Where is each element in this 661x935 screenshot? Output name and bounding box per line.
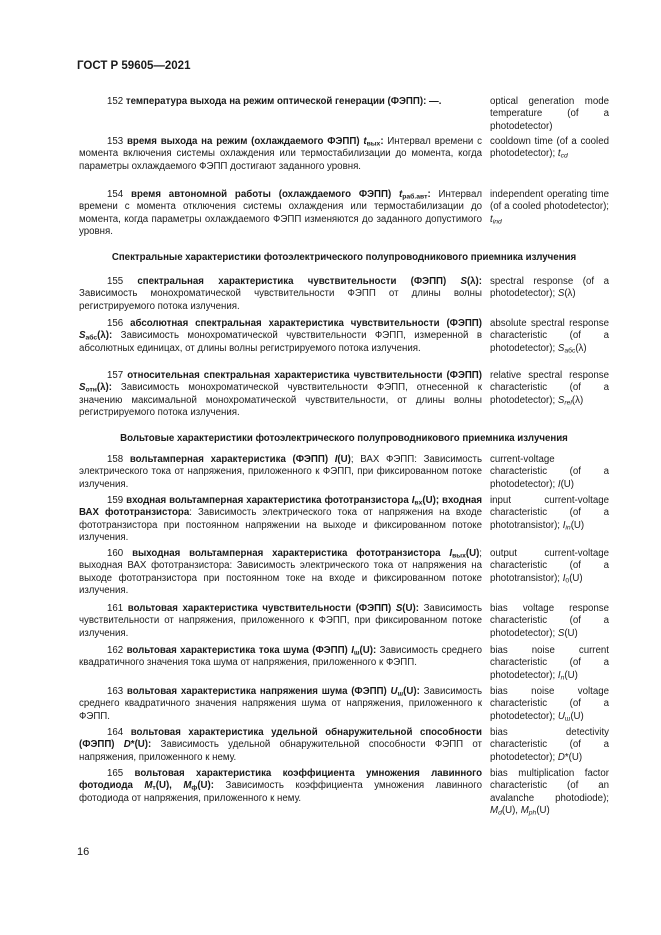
term-number: 160 [107,548,133,559]
term-161-english: bias voltage response characteristic (of a photodetector); S(U) [490,603,609,639]
term-number: 159 [107,495,127,506]
term-155 [79,276,482,313]
term-161 [79,603,482,640]
term-number: 163 [107,686,127,697]
term-title: вольтамперная характеристика (ФЭПП) I(U) [129,454,351,465]
page-number: 16 [77,846,90,858]
term-152-english: optical generation mode temperature (of a photodetector) [490,96,609,132]
term-157 [79,370,482,419]
term-definition: Зависимость удельной обнаружительной способности ФЭПП от напряжения, приложенного к нему. [79,739,482,763]
term-165-english: bias multiplication factor characteristic (of an avalanche photodiode); $M_d(U)$, $M_{ph}(U)$ [490,768,609,817]
term-152 [79,96,482,108]
term-153-english: cooldown time (of a cooled photodetector); $t_{cd}$ [490,136,609,160]
term-165 [79,768,482,805]
term-163 [79,686,482,723]
term-definition: Зависимость чувствительности от напряжения, приложенного к ФЭПП, при фиксированном потоке излучения. [79,603,483,639]
term-number: 152 [107,96,126,107]
term-title: входная вольтамперная характеристика фототранзистора $I_{вх}(U)$; входная ВАХ фототранзистора [79,495,482,519]
term-160-english: output current-voltage characteristic (of a phototransistor); $I_0(U)$ [490,548,609,585]
term-definition: Зависимость монохроматической чувствительности ФЭПП, измеренной в абсолютных единицах, от длины волны регистрируемого потока излучения. [79,330,482,354]
term-163-english: bias noise voltage characteristic (of a photodetector); $U_ш(U)$ [490,686,609,723]
term-title: выходная вольтамперная характеристика фототранзистора $I_{вых}(U)$ [132,548,480,560]
term-number: 155 [107,276,138,287]
term-number: 164 [107,727,131,738]
term-157-english: relative spectral response characteristic (of a photodetector); $S_{rel}(\lambda)$ [490,370,609,407]
term-title: вольтовая характеристика напряжения шума (ФЭПП) $U_ш(U)$: [126,686,420,698]
section-heading-spectral: Спектральные характеристики фотоэлектрического полупроводникового приемника излучения [111,252,577,263]
term-definition: : Зависимость электрического тока от напряжения, приложенного к ФЭПП, при фиксированном потоке излучения. [79,454,483,490]
term-number: 156 [107,318,131,329]
term-number: 162 [107,645,127,656]
term-162-english: bias noise current characteristic (of a photodetector); $I_n(U)$ [490,645,609,682]
term-164 [79,727,482,764]
section-heading-voltage: Вольтовые характеристики фотоэлектрического полупроводникового приемника излучения [120,433,568,444]
term-156-english: absolute spectral response characteristic (of a photodetector); $S_{абс}(\lambda)$ [490,318,609,355]
term-153 [79,136,482,173]
term-definition: Зависимость монохроматической чувствительности ФЭПП, отнесенной к значению максимальной монохроматической чувствительности, от длины волны регистрируемого потока излучения. [79,382,482,418]
term-156 [79,318,482,355]
term-number: 165 [107,768,135,779]
term-definition: Зависимость среднего квадратичного значения тока шума от напряжения, приложенного к ФЭПП. [79,645,483,669]
term-definition: Зависимость среднего квадратичного значения напряжения шума от напряжения, приложенного к ФЭПП. [79,686,483,722]
term-number: 158 [107,454,130,465]
term-159 [79,495,482,544]
term-title: вольтовая характеристика чувствительности (ФЭПП) S(U): [127,603,419,614]
term-title: время автономной работы (охлаждаемого ФЭПП) $t_{раб.авт}$: [131,189,431,201]
term-definition: Зависимость монохроматической чувствительности ФЭПП от длины волны регистрируемого потока излучения. [79,288,482,312]
term-159-english: input current-voltage characteristic (of a phototransistor); $I_{in}(U)$ [490,495,609,532]
term-title: абсолютная спектральная характеристика чувствительности (ФЭПП) $S_{абс}(\lambda)$: [79,318,482,342]
term-definition: Интервал времени с момента включения системы охлаждения или термостабилизации до момента, когда параметры охлаждаемого ФЭПП достигают заданного уровня. [79,136,482,172]
term-158-english: current-voltage characteristic (of a photodetector); I(U) [490,454,609,490]
term-title: время выхода на режим (охлаждаемого ФЭПП) $t_{вых}$: [126,136,384,148]
term-definition: Интервал времени с момента отключения системы охлаждения или термостабилизации до момента, когда параметры охлаждаемого ФЭПП изменяются до заданного допустимого уровня. [79,189,483,237]
term-title: вольтовая характеристика удельной обнаружительной способности (ФЭПП) D*(U): [79,727,482,751]
term-title: вольтовая характеристика коэффициента умножения лавинного фотодиода $M_т(U)$, $M_ф(U)$: [79,768,482,792]
term-definition: : Зависимость электрического тока от напряжения на выходе фототранзистора при постоянном токе на входе и фиксированном потоке излучения. [79,560,482,596]
term-160: 160 выходная вольтамперная характеристика фототранзистора $I_{вых}(U)$; выходная ВАХ фототранзистора: Зависимость электрического тока от напряжения на выходе фототранзистора при постоянном токе на входе и фиксированном потоке излучения. [79,548,482,596]
term-number: 161 [107,603,128,614]
term-title: вольтовая характеристика тока шума (ФЭПП) $I_ш(U)$: [126,645,377,657]
term-title: температура выхода на режим оптической генерации (ФЭПП): —. [125,96,442,107]
term-158: 158 вольтамперная характеристика (ФЭПП) I(U); ВАХ ФЭПП: Зависимость электрического тока от напряжения, приложенного к ФЭПП, при фиксированном потоке излучения. [79,454,483,490]
term-number: 157 [107,370,128,381]
term-162 [79,645,482,670]
document-header: ГОСТ Р 59605—2021 [77,60,191,72]
term-154-english: independent operating time (of a cooled photodetector); $t_{ind}$ [490,189,609,226]
term-155-english: spectral response (of a photodetector); S(λ) [490,276,609,300]
term-number: 153 [107,136,127,147]
term-164-english: bias detectivity characteristic (of a photodetector); D*(U) [490,727,609,763]
term-number: 154 [107,189,132,200]
term-definition: Зависимость коэффициента умножения лавинного фотодиода от напряжения, приложенного к нему. [79,780,482,804]
term-154 [79,189,482,238]
term-title: спектральная характеристика чувствительности (ФЭПП) S(λ): [137,276,483,287]
term-title: относительная спектральная характеристика чувствительности (ФЭПП) $S_{отн}(\lambda)$: [79,370,482,394]
term-definition: : Зависимость электрического тока от напряжения на входе фототранзистора при постоянном напряжении на выходе и фиксированном потоке излучения. [79,507,482,543]
